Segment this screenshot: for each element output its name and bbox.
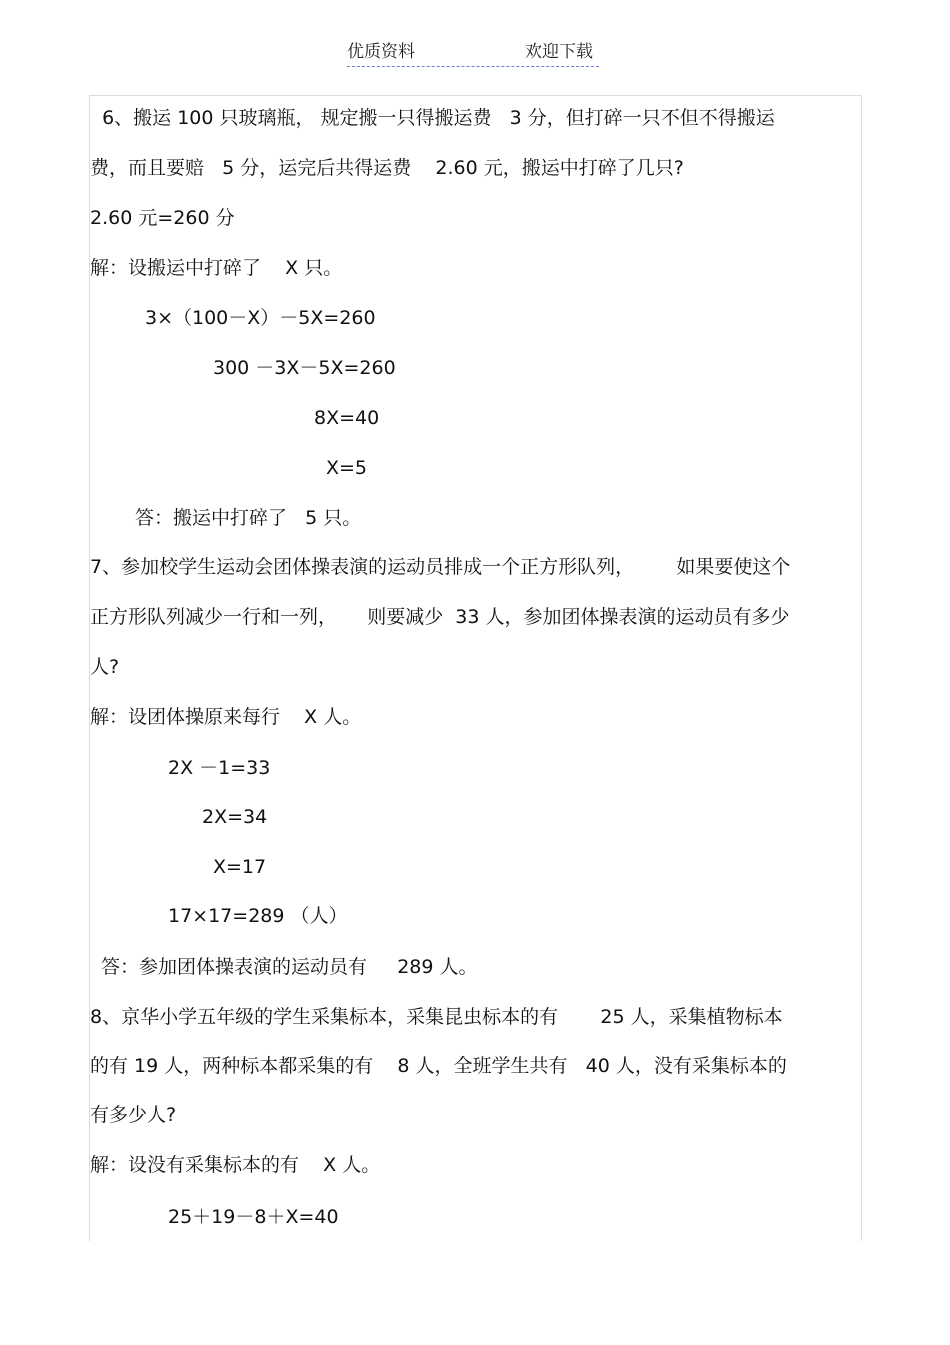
problem-8-line-1: 8、京华小学五年级的学生采集标本，采集昆虫标本的有 25 人，采集植物标本 — [90, 1006, 783, 1028]
problem-6-equation-2: 300 －3X－5X=260 — [213, 357, 396, 379]
problem-7-calculation: 17×17=289 （人） — [168, 905, 348, 927]
problem-8-equation-1: 25＋19－8＋X=40 — [168, 1206, 339, 1228]
problem-8-line-2: 的有 19 人，两种标本都采集的有 8 人，全班学生共有 40 人，没有采集标本的 — [90, 1055, 787, 1077]
header-left-text: 优质资料 — [347, 42, 415, 62]
header-right-text: 欢迎下载 — [525, 42, 593, 62]
problem-6-conversion: 2.60 元=260 分 — [90, 207, 235, 229]
problem-7-setup: 解：设团体操原来每行 X 人。 — [90, 706, 362, 728]
problem-7-line-3: 人? — [90, 656, 120, 678]
problem-8-line-3: 有多少人? — [90, 1104, 177, 1126]
problem-7-equation-1: 2X －1=33 — [168, 757, 271, 779]
problem-7-equation-2: 2X=34 — [202, 806, 268, 828]
problem-6-setup: 解：设搬运中打碎了 X 只。 — [90, 257, 343, 279]
problem-6-equation-1: 3×（100－X）－5X=260 — [145, 307, 376, 329]
problem-7-equation-3: X=17 — [213, 856, 267, 878]
problem-8-setup: 解：设没有采集标本的有 X 人。 — [90, 1154, 381, 1176]
problem-7-line-2: 正方形队列减少一行和一列， 则要减少 33 人，参加团体操表演的运动员有多少 — [90, 606, 790, 628]
problem-6-line-1: 6、搬运 100 只玻璃瓶， 规定搬一只得搬运费 3 分，但打碎一只不但不得搬运 — [90, 107, 775, 129]
page-header — [347, 40, 599, 67]
problem-6-equation-4: X=5 — [326, 457, 368, 479]
problem-6-equation-3: 8X=40 — [314, 407, 380, 429]
problem-6-line-2: 费，而且要赔 5 分，运完后共得运费 2.60 元，搬运中打碎了几只? — [90, 157, 684, 179]
problem-6-answer: 答：搬运中打碎了 5 只。 — [135, 507, 362, 529]
problem-7-answer: 答：参加团体操表演的运动员有 289 人。 — [101, 956, 478, 978]
problem-7-line-1: 7、参加校学生运动会团体操表演的运动员排成一个正方形队列， 如果要使这个 — [90, 556, 791, 578]
